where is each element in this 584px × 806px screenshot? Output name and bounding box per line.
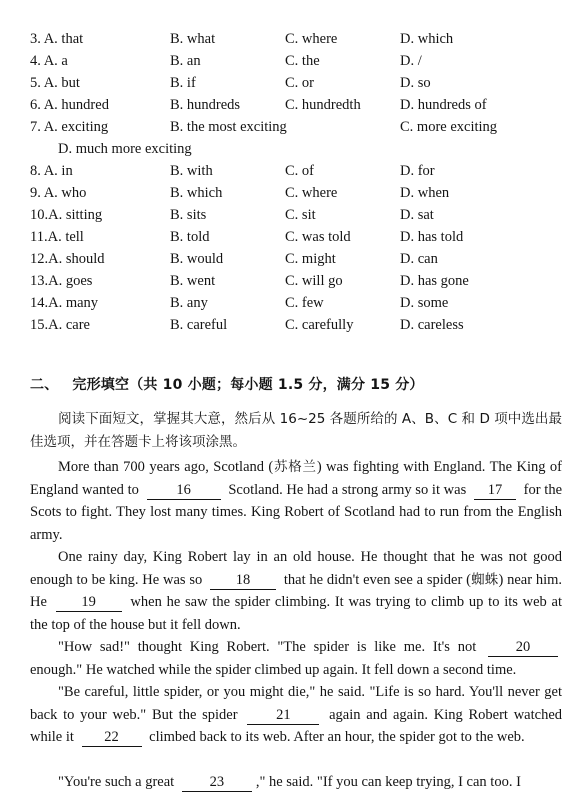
choice-a: 15.A. care (30, 317, 90, 333)
blank-18: 18 (210, 571, 276, 590)
passage-paragraph: "You're such a great 23 ," he said. "If you can keep trying, I can too. I (58, 774, 521, 790)
choice-c: C. of (285, 163, 314, 179)
choice-b: B. went (170, 273, 216, 289)
choice-row (0, 116, 584, 138)
choice-b: B. with (170, 163, 213, 179)
choice-d: D. sat (400, 207, 434, 223)
choice-row (0, 160, 584, 182)
choice-c: C. might (285, 251, 336, 267)
blank-17: 17 (474, 481, 516, 500)
choice-a: 5. A. but (30, 75, 80, 91)
blank-21: 21 (247, 706, 319, 725)
choice-c: C. will go (285, 273, 343, 289)
choice-b: B. an (170, 53, 201, 69)
choice-d: D. some (400, 295, 449, 311)
choice-c: C. where (285, 31, 338, 47)
choice-c: C. few (285, 295, 324, 311)
choice-b: B. careful (170, 317, 228, 333)
choice-row (0, 50, 584, 72)
choice-row (0, 248, 584, 270)
blank-19: 19 (56, 593, 122, 612)
choice-a: 9. A. who (30, 185, 87, 201)
choice-a: 7. A. exciting (30, 119, 109, 135)
choice-row (0, 28, 584, 50)
choice-a: 14.A. many (30, 295, 99, 311)
blank-22: 22 (82, 728, 142, 747)
section-number: 二、 (30, 377, 59, 393)
choice-row (0, 292, 584, 314)
choice-d: D. careless (400, 317, 464, 333)
choice-row (0, 182, 584, 204)
choice-d: D. for (400, 163, 435, 179)
choice-d: D. when (400, 185, 450, 201)
choice-b: B. hundreds (170, 97, 241, 113)
choice-a: 11.A. tell (30, 229, 84, 245)
blank-23: 23 (182, 773, 252, 792)
choice-row (0, 314, 584, 336)
passage-paragraph: One rainy day, King Robert lay in an old house. He thought that he was not good enough to be king. He was so 18 that he didn't even see a spider (蜘蛛) near him. He 19 when he saw the spider climbing. It was trying to climb up to its web at the top of the house but it fell down. (30, 549, 563, 633)
choice-d: D. so (400, 75, 431, 91)
choice-b: B. would (170, 251, 224, 267)
passage-paragraph: More than 700 years ago, Scotland (苏格兰) was fighting with England. The King of England wanted to 16 Scotland. He had a strong army so it was 17 for the Scots to fight. They lost many times. King Robert of Scotland had to run from the English army. (30, 459, 563, 543)
choice-c: C. more exciting (400, 119, 498, 135)
choice-b: B. any (170, 295, 208, 311)
choice-a: 13.A. goes (30, 273, 93, 289)
choice-row (0, 72, 584, 94)
choice-c: C. where (285, 185, 338, 201)
blank-20: 20 (488, 638, 558, 657)
choice-c: C. hundredth (285, 97, 361, 113)
choice-a: 10.A. sitting (30, 207, 103, 223)
blank-16: 16 (147, 481, 221, 500)
choice-c: C. the (285, 53, 320, 69)
choice-b: B. if (170, 75, 196, 91)
section-heading (30, 374, 424, 394)
choice-b: B. what (170, 31, 216, 47)
choice-c: C. sit (285, 207, 316, 223)
choice-c: C. or (285, 75, 314, 91)
choice-d: D. hundreds of (400, 97, 487, 113)
choice-d: D. has told (400, 229, 464, 245)
choice-a: 4. A. a (30, 53, 68, 69)
choice-b: B. sits (170, 207, 207, 223)
section-title: 完形填空（共 10 小题；每小题 1.5 分，满分 15 分） (72, 377, 424, 393)
choice-row (0, 94, 584, 116)
choice-b: B. told (170, 229, 210, 245)
choice-row (0, 226, 584, 248)
choice-row-continued (0, 138, 584, 160)
choice-b: B. the most exciting (170, 119, 287, 135)
instructions: 阅读下面短文，掌握其大意，然后从 16~25 各题所给的 A、B、C 和 D 项中选出最佳选项，并在答题卡上将该项涂黑。 (30, 411, 562, 450)
choice-a: 12.A. should (30, 251, 105, 267)
passage-paragraph: "Be careful, little spider, or you might die," he said. "Life is so hard. You'll never get back to your web." But the spider 21 again and again. King Robert watched while it 22 climbed back to its web. After an hour, the spider got to the web. (30, 684, 563, 746)
choice-d: D. has gone (400, 273, 469, 289)
choice-b: B. which (170, 185, 223, 201)
choice-a: 8. A. in (30, 163, 73, 179)
choice-c: C. carefully (285, 317, 354, 333)
choice-d: D. / (400, 53, 422, 69)
choice-row (0, 270, 584, 292)
choice-row (0, 204, 584, 226)
choice-d: D. much more exciting (58, 141, 192, 157)
choice-d: D. can (400, 251, 438, 267)
choice-a: 6. A. hundred (30, 97, 109, 113)
choice-a: 3. A. that (30, 31, 84, 47)
choice-d: D. which (400, 31, 454, 47)
passage-paragraph: "How sad!" thought King Robert. "The spider is like me. It's not 20 enough." He watched while the spider climbed up again. It fell down a second time. (30, 636, 562, 681)
choice-c: C. was told (285, 229, 351, 245)
